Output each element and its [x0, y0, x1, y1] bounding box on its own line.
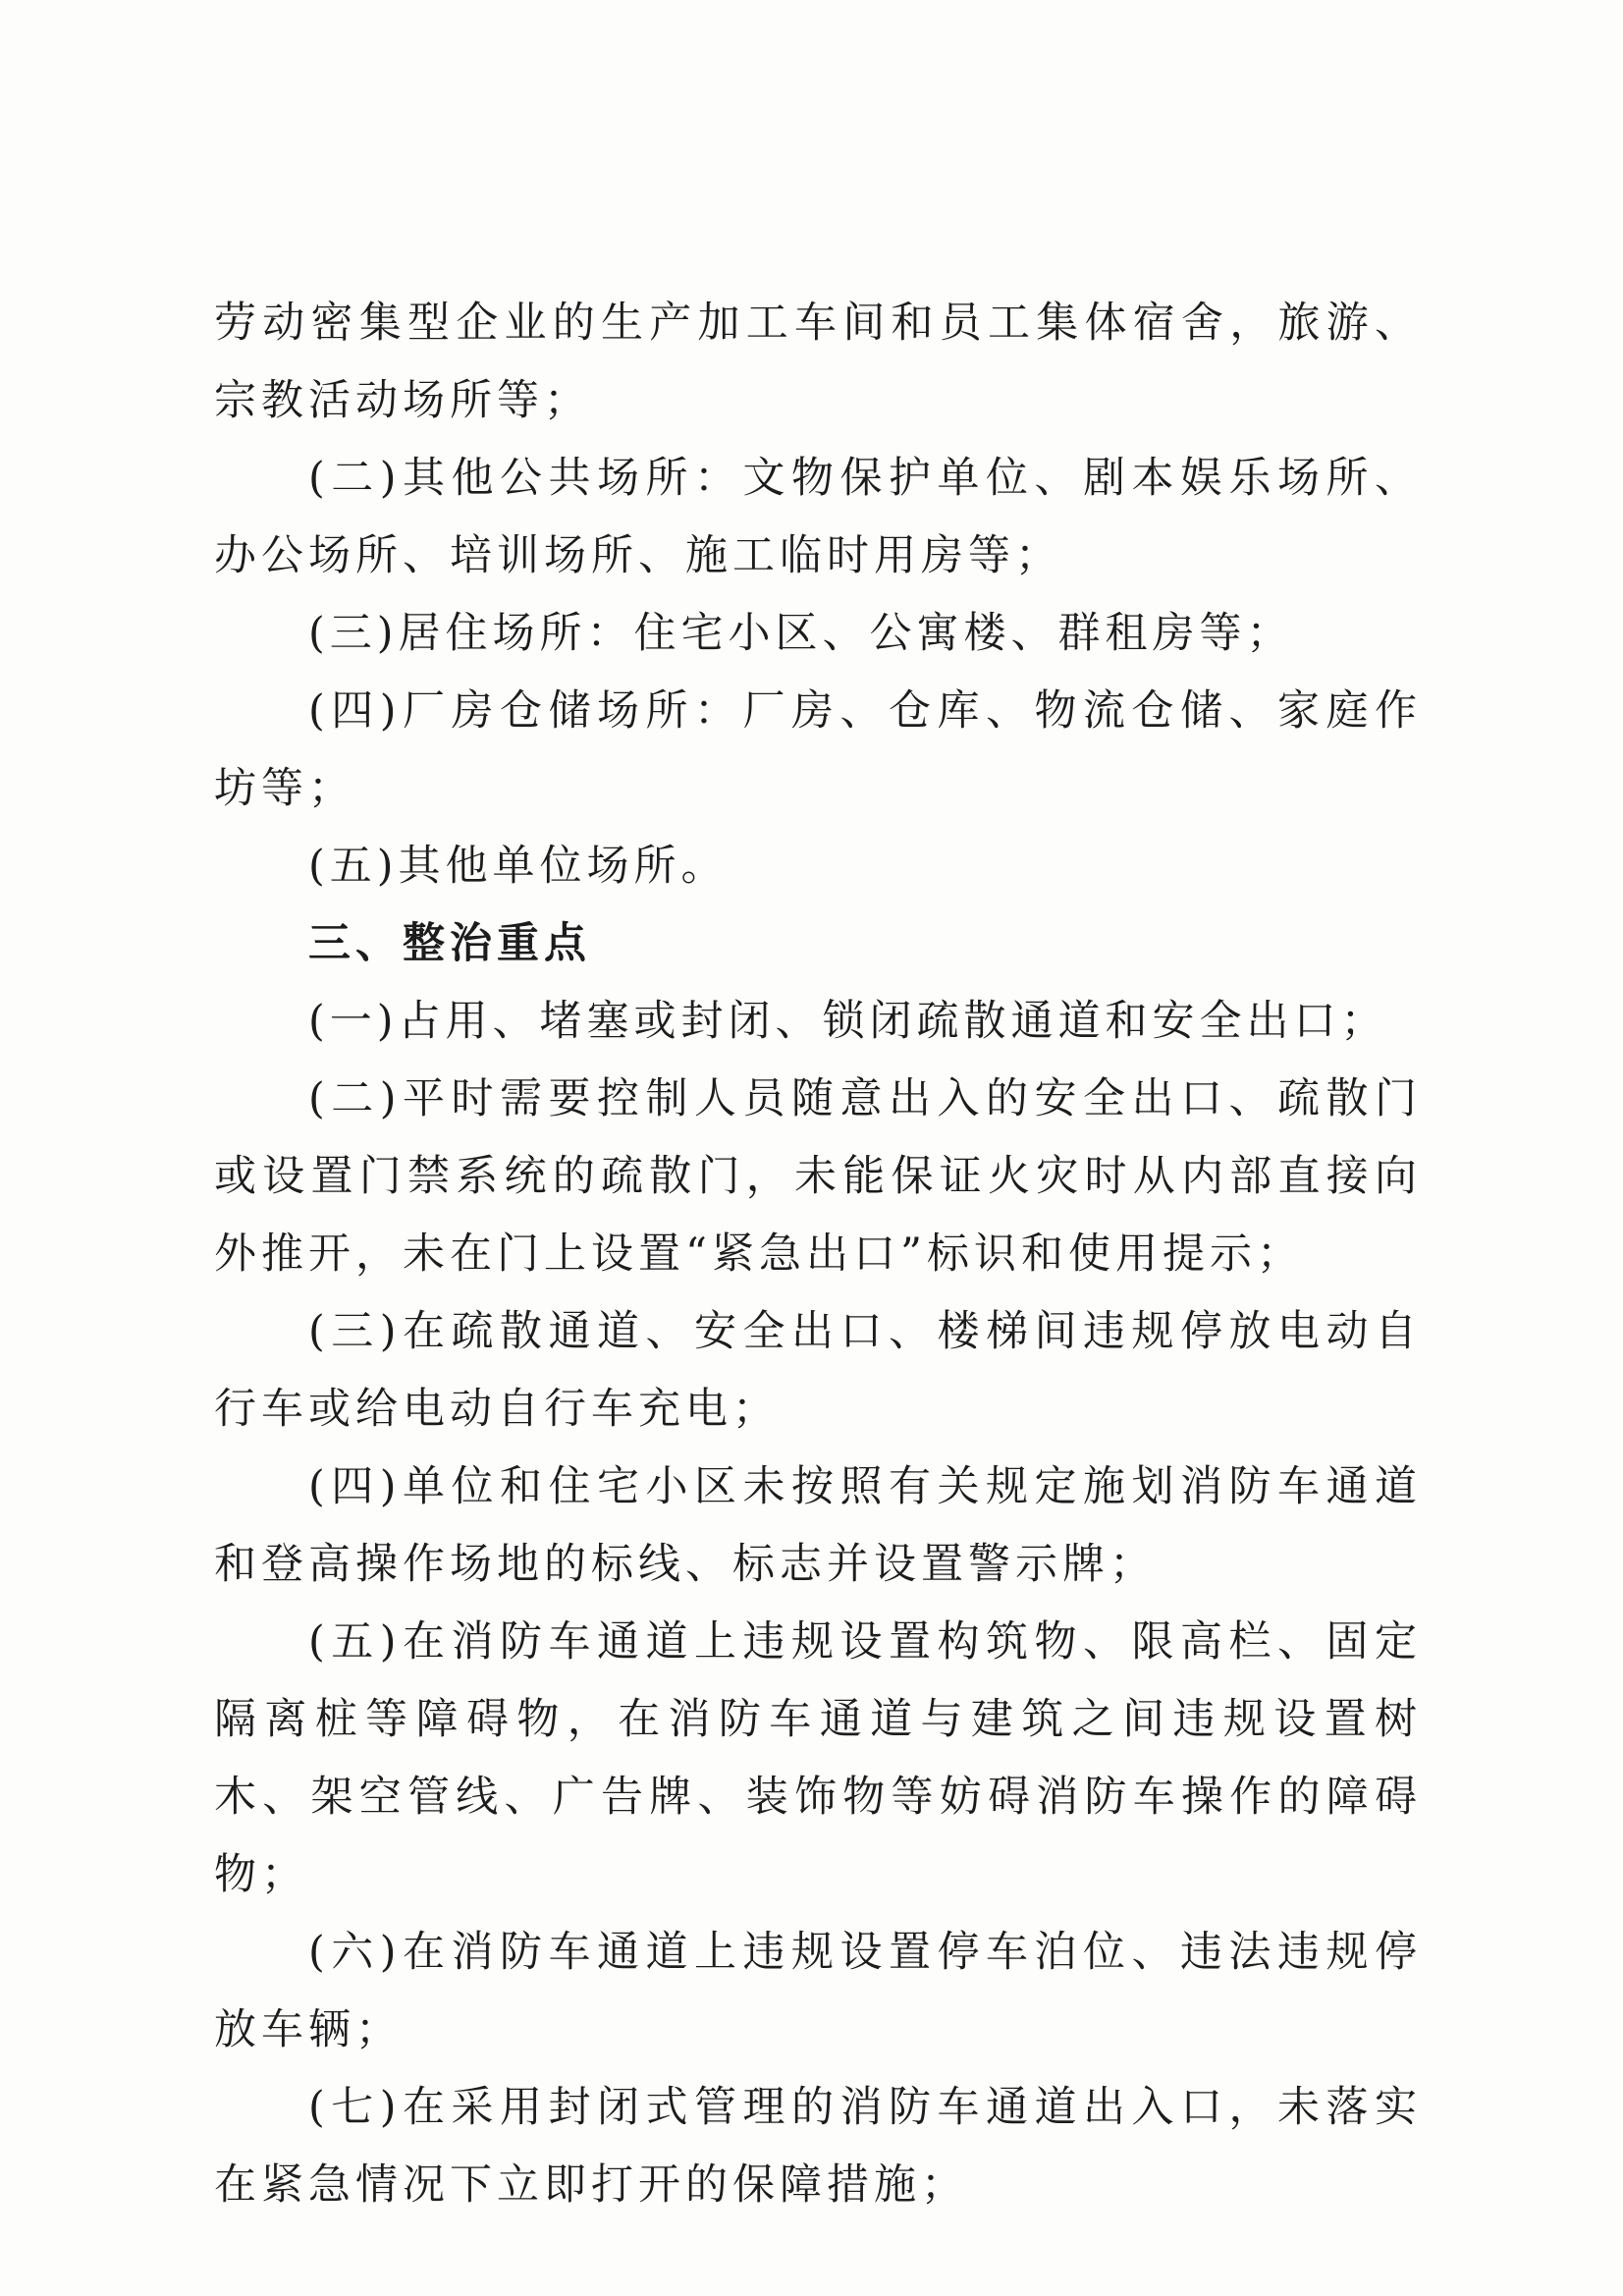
paragraph-item: (三)居住场所：住宅小区、公寓楼、群租房等；: [308, 609, 1294, 658]
paragraph-item: (二)平时需要控制人员随意出入的安全出口、疏散门或设置门禁系统的疏散门，未能保证火灾时从内部直接向外推开，未在门上设置“紧急出口”标识和使用提示；: [214, 1074, 1422, 1279]
paragraph-item: (三)在疏散通道、安全出口、楼梯间违规停放电动自行车或给电动自行车充电；: [214, 1307, 1422, 1434]
document-body: [214, 285, 1422, 2224]
paragraph-item: (四)单位和住宅小区未按照有关规定施划消防车通道和登高操作场地的标线、标志并设置警示牌；: [214, 1462, 1422, 1589]
paragraph-item: (七)在采用封闭式管理的消防车通道出入口，未落实在紧急情况下立即打开的保障措施；: [214, 2083, 1422, 2210]
section-heading: 三、整治重点: [308, 919, 591, 968]
paragraph-continuation: 劳动密集型企业的生产加工车间和员工集体宿舍，旅游、宗教活动场所等；: [214, 299, 1422, 425]
paragraph-item: (二)其他公共场所：文物保护单位、剧本娱乐场所、办公场所、培训场所、施工临时用房等；: [214, 454, 1422, 580]
paragraph-item: (四)厂房仓储场所：厂房、仓库、物流仓储、家庭作坊等；: [214, 686, 1422, 813]
paragraph-item: (一)占用、堵塞或封闭、锁闭疏散通道和安全出口；: [308, 997, 1388, 1046]
paragraph-item: (五)其他单位场所。: [308, 842, 729, 891]
paragraph-item: (六)在消防车通道上违规设置停车泊位、违法违规停放车辆；: [214, 1928, 1422, 2054]
paragraph-item: (五)在消防车通道上违规设置构筑物、限高栏、固定隔离桩等障碍物，在消防车通道与建筑之间违规设置树木、架空管线、广告牌、装饰物等妨碍消防车操作的障碍物；: [214, 1617, 1422, 1899]
